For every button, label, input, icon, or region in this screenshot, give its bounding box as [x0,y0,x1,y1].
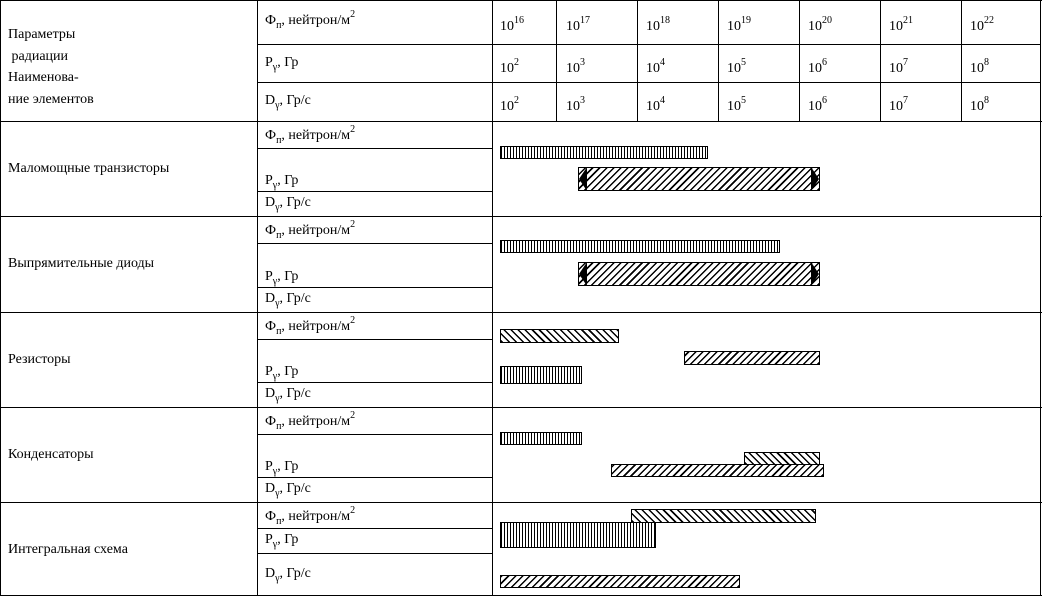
rate-symbol: $D_\gamma$, Гр/с [265,93,311,111]
dose-value-5: $10^7$ [889,57,908,76]
dose-value-0: $10^2$ [500,57,519,76]
rule [1040,0,1041,596]
rule [257,382,493,383]
range-bar-dose [578,167,820,191]
rule [257,82,1041,83]
param-label-flux: $Ф_п$, нейтрон/$м^2$ [265,219,356,241]
flux-value-0: $10^{16}$ [500,15,524,34]
range-bar-dose [578,262,820,286]
param-label-dose: $Р_\gamma$, Гр [265,531,299,550]
rule [257,477,493,478]
rule [0,502,1042,503]
rule [257,0,258,596]
rate-value-3: $10^5$ [727,95,746,114]
rule [257,434,493,435]
rule [257,243,493,244]
header-flux-label [265,9,356,31]
header-dose-label [265,55,298,71]
param-label-dose: $Р_\gamma$, Гр [265,269,299,287]
param-label-rate: $D_\gamma$, Гр/с [265,194,311,213]
rule [257,287,493,288]
rate-value-5: $10^7$ [889,95,908,114]
param-label-rate: $D_\gamma$, Гр/с [265,385,311,404]
dose-symbol: $Р_\gamma$, Гр [265,55,299,73]
rate-value-0: $10^2$ [500,95,519,114]
param-label-rate: $D_\gamma$, Гр/с [265,565,311,584]
arrow-left-icon [579,262,587,286]
element-name: Конденсаторы [8,447,94,462]
rate-value-2: $10^4$ [646,95,665,114]
rule [0,312,1042,313]
rule [0,121,1042,122]
dose-value-6: $10^8$ [970,57,989,76]
rule [257,339,493,340]
element-name: Выпрямительные диоды [8,256,155,271]
param-label-rate: $D_\gamma$, Гр/с [265,480,311,499]
element-name: Резисторы [8,352,71,367]
flux-value-6: $10^{22}$ [970,15,994,34]
rule [0,216,1042,217]
range-bar-dose [500,522,656,548]
rule [0,0,1,596]
flux-value-5: $10^{21}$ [889,15,913,34]
rule [257,148,493,149]
rule [257,528,493,529]
range-bar-flux [500,329,619,343]
rule [880,0,881,121]
rule [799,0,800,121]
range-bar-flux [631,509,816,523]
rate-value-1: $10^3$ [566,95,585,114]
range-bar-rate [500,575,740,588]
rate-value-6: $10^8$ [970,95,989,114]
param-label-flux: $Ф_п$, нейтрон/$м^2$ [265,410,356,432]
param-label-flux: $Ф_п$, нейтрон/$м^2$ [265,315,356,337]
param-label-dose: $Р_\gamma$, Гр [265,459,299,477]
rule [556,0,557,121]
range-bar-dose [611,464,824,477]
param-label-flux: $Ф_п$, нейтрон/$м^2$ [265,124,356,146]
rate-value-4: $10^6$ [808,95,827,114]
rule [0,407,1042,408]
element-name: Маломощные транзисторы [8,161,170,176]
element-name: Интегральная схема [8,542,128,557]
flux-symbol: $Ф_п$, нейтрон/$м^2$ [265,9,356,31]
arrow-left-icon [579,167,587,191]
rule [257,553,493,554]
range-bar-rate [500,366,582,384]
rule [718,0,719,121]
corner-header: Параметры радиации Наименова- ние элементов [8,27,94,107]
dose-value-4: $10^6$ [808,57,827,76]
range-bar-flux [500,432,582,445]
header-rate-label [265,93,311,109]
range-bar-flux [500,240,780,253]
range-bar-dose [684,351,820,365]
param-label-flux: $Ф_п$, нейтрон/$м^2$ [265,504,356,527]
range-bar-flux [500,146,708,159]
rule [637,0,638,121]
rule [961,0,962,121]
dose-value-3: $10^5$ [727,57,746,76]
rule [257,44,1041,45]
flux-value-2: $10^{18}$ [646,15,670,34]
dose-value-1: $10^3$ [566,57,585,76]
rule [0,0,1042,1]
arrow-right-icon [811,262,819,286]
rule [257,191,493,192]
rule [492,0,493,596]
flux-value-3: $10^{19}$ [727,15,751,34]
flux-value-1: $10^{17}$ [566,15,590,34]
dose-value-2: $10^4$ [646,57,665,76]
flux-value-4: $10^{20}$ [808,15,832,34]
param-label-dose: $Р_\gamma$, Гр [265,364,299,382]
param-label-dose: $Р_\gamma$, Гр [265,173,299,191]
param-label-rate: $D_\gamma$, Гр/с [265,290,311,309]
arrow-right-icon [811,167,819,191]
